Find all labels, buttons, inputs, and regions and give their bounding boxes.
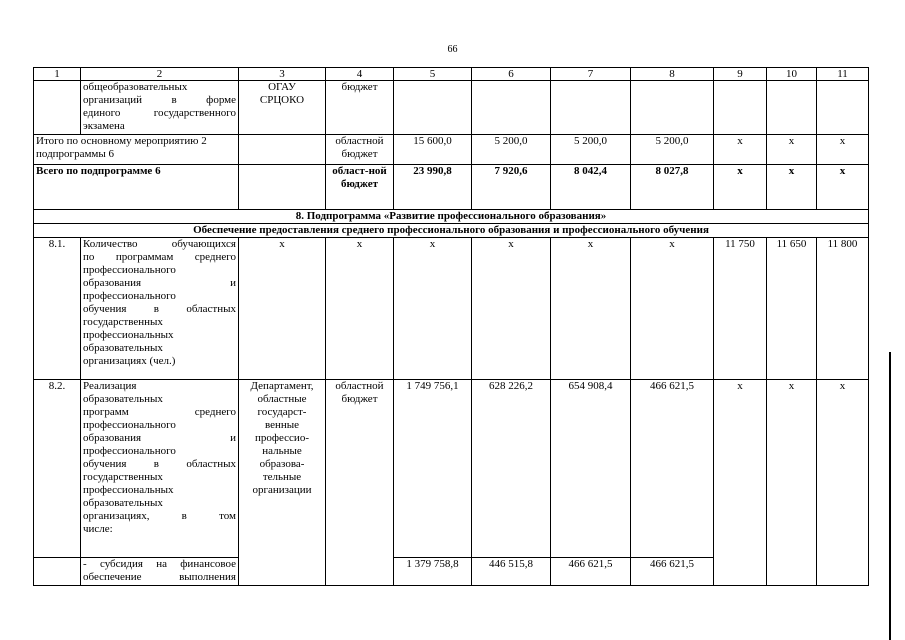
col-header: 8	[631, 68, 714, 81]
cell-value: 466 621,5	[631, 380, 714, 558]
page-number: 66	[447, 44, 458, 55]
cell-value: 466 621,5	[631, 558, 714, 586]
cell-value: х	[817, 135, 869, 165]
text-line: единого государственного	[83, 107, 236, 119]
text-line: общеобразовательных	[83, 81, 188, 93]
cell-value: 5 200,0	[551, 135, 631, 165]
text-line: Количество обучающихся	[83, 238, 236, 250]
cell-value: х	[767, 165, 817, 210]
cell-value: 466 621,5	[551, 558, 631, 586]
cell-executor	[239, 81, 326, 135]
cell-value: 8 042,4	[551, 165, 631, 210]
cell-value: х	[714, 380, 767, 586]
text-line: обучения в областных	[83, 458, 236, 470]
cell-number	[34, 81, 81, 135]
cell-total-label: Всего по подпрограмме 6	[34, 165, 239, 210]
text-line: тельные	[262, 471, 302, 483]
cell-value: х	[767, 380, 817, 586]
cell-value	[631, 81, 714, 135]
text-line: областной	[335, 380, 384, 392]
cell-value	[714, 81, 767, 135]
text-line: образовательных	[83, 342, 163, 354]
text-line: профессиональных	[83, 484, 174, 496]
text-line: нальные	[262, 445, 302, 457]
col-header: 2	[81, 68, 239, 81]
text-line: обеспечение выполнения	[83, 571, 236, 583]
col-header: 9	[714, 68, 767, 81]
text-line: профессио-	[255, 432, 309, 444]
cell-value: 5 200,0	[472, 135, 551, 165]
col-header: 3	[239, 68, 326, 81]
text-line: СРЦОКО	[259, 94, 305, 106]
cell-value: 628 226,2	[472, 380, 551, 558]
cell-value: 23 990,8	[394, 165, 472, 210]
text-line: образовательных	[83, 497, 163, 509]
text-line: венные	[264, 419, 300, 431]
section-title: 8. Подпрограмма «Развитие профессионального образования»	[34, 210, 869, 224]
cell-source	[326, 380, 394, 586]
cell-value	[817, 81, 869, 135]
cell-number: 8.1.	[34, 238, 81, 380]
cell-value: х	[631, 238, 714, 380]
cell-value: х	[394, 238, 472, 380]
cell-executor: х	[239, 238, 326, 380]
cell-number	[34, 558, 81, 586]
col-header: 11	[817, 68, 869, 81]
text-line: числе:	[83, 523, 113, 535]
cell-value: 654 908,4	[551, 380, 631, 558]
cell-value: 11 650	[767, 238, 817, 380]
cell-value: 446 515,8	[472, 558, 551, 586]
text-line: программ среднего	[83, 406, 236, 418]
cell-value: 11 800	[817, 238, 869, 380]
cell-number: 8.2.	[34, 380, 81, 558]
scan-edge-mark	[889, 352, 891, 640]
cell-value: х	[817, 165, 869, 210]
table-header-row	[34, 68, 869, 81]
text-line: профессионального	[83, 419, 176, 431]
text-line: экзамена	[83, 120, 125, 132]
text-line: профессионального	[83, 290, 176, 302]
cell-source: бюджет	[326, 81, 394, 135]
cell-description	[81, 380, 239, 558]
cell-description	[81, 238, 239, 380]
text-line: образования и	[83, 432, 236, 444]
text-line: областные	[257, 393, 307, 405]
text-line: профессионального	[83, 264, 176, 276]
text-line: профессионального	[83, 445, 176, 457]
table-row-8-1	[34, 238, 869, 380]
subsection-title: Обеспечение предоставления среднего профессионального образования и профессионального обучения	[34, 224, 869, 238]
text-line: образовательных	[83, 393, 163, 405]
text-line: организациях, в том	[83, 510, 236, 522]
cell-value: х	[817, 380, 869, 586]
cell-value	[767, 81, 817, 135]
cell-source: област-ной бюджет	[326, 165, 394, 210]
col-header: 5	[394, 68, 472, 81]
table-row-vsego	[34, 165, 869, 210]
text-line: обучения в областных	[83, 303, 236, 315]
text-line: организаций в форме	[83, 94, 236, 106]
cell-source: областной бюджет	[326, 135, 394, 165]
cell-source: х	[326, 238, 394, 380]
col-header: 7	[551, 68, 631, 81]
cell-value: 1 749 756,1	[394, 380, 472, 558]
cell-value: 7 920,6	[472, 165, 551, 210]
text-line: Реализация	[83, 380, 137, 392]
table-row	[34, 81, 869, 135]
cell-value: 1 379 758,8	[394, 558, 472, 586]
text-line: образования и	[83, 277, 236, 289]
cell-value: х	[714, 165, 767, 210]
cell-value: х	[472, 238, 551, 380]
cell-total-label: Итого по основному мероприятию 2 подпрограммы 6	[34, 135, 239, 165]
cell-value	[551, 81, 631, 135]
cell-value: 11 750	[714, 238, 767, 380]
col-header: 10	[767, 68, 817, 81]
cell-value	[472, 81, 551, 135]
text-line: по программам среднего	[83, 251, 236, 263]
text-line: - субсидия на финансовое	[83, 558, 236, 570]
budget-table	[33, 67, 869, 586]
col-header: 6	[472, 68, 551, 81]
table-row-itogo	[34, 135, 869, 165]
text-line: государст-	[257, 406, 307, 418]
cell-value: х	[714, 135, 767, 165]
text-line: профессиональных	[83, 329, 174, 341]
col-header: 4	[326, 68, 394, 81]
cell-value: х	[767, 135, 817, 165]
text-line: образова-	[259, 458, 305, 470]
subsection-row	[34, 224, 869, 238]
col-header: 1	[34, 68, 81, 81]
cell-description	[81, 81, 239, 135]
text-line: бюджет	[341, 393, 378, 405]
cell-executor	[239, 165, 326, 210]
cell-description	[81, 558, 239, 586]
cell-value: 8 027,8	[631, 165, 714, 210]
section-row	[34, 210, 869, 224]
cell-value: 15 600,0	[394, 135, 472, 165]
cell-value	[394, 81, 472, 135]
text-line: Департамент,	[250, 380, 314, 392]
text-line: государственных	[83, 471, 163, 483]
text-line: организации	[252, 484, 312, 496]
cell-executor	[239, 380, 326, 586]
text-line: государственных	[83, 316, 163, 328]
text-line: ОГАУ	[268, 81, 296, 93]
cell-value: х	[551, 238, 631, 380]
text-line: организациях (чел.)	[83, 355, 176, 367]
cell-value: 5 200,0	[631, 135, 714, 165]
cell-executor	[239, 135, 326, 165]
table-row-8-2	[34, 380, 869, 558]
